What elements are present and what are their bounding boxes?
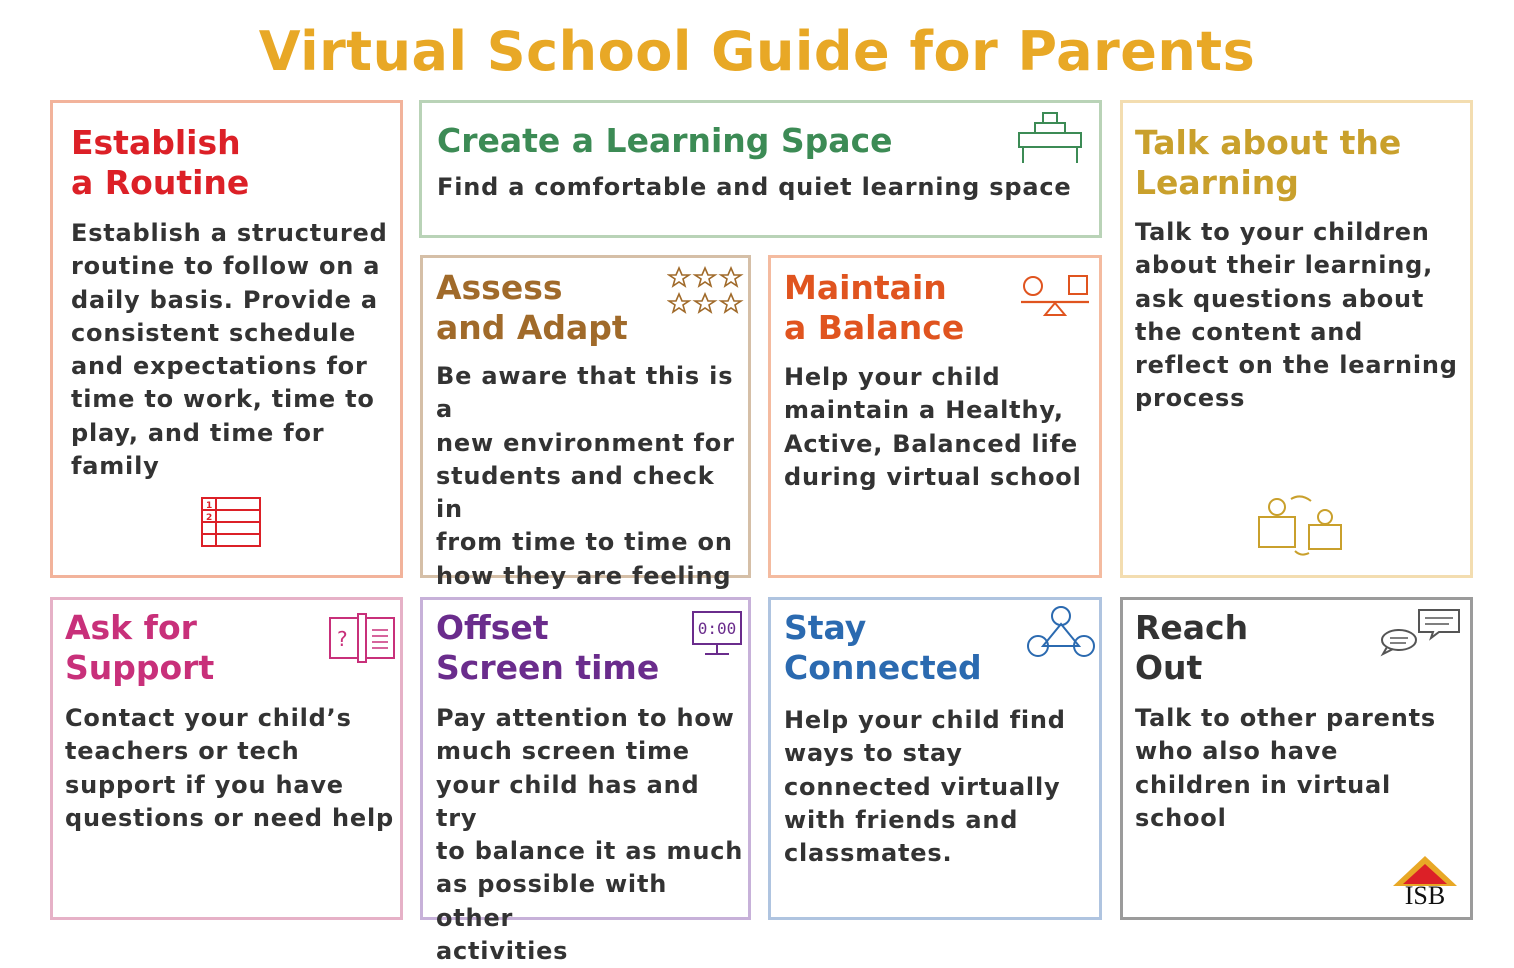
body-line: Contact your child’s [65, 704, 352, 732]
card-assess-adapt [420, 255, 751, 590]
body-line: Active, Balanced life [784, 429, 1078, 458]
body-line: Be aware that this is a [436, 362, 734, 424]
card-title [1135, 608, 1248, 688]
card-title [65, 608, 214, 688]
body-line: daily basis. Provide a [71, 285, 378, 314]
desk-icon [1017, 111, 1083, 167]
body-line: play, and time for family [71, 418, 325, 481]
card-maintain-balance [768, 255, 1102, 578]
card-body [784, 704, 1066, 870]
timer-text: 0:00 [697, 619, 737, 638]
card-title [71, 123, 249, 203]
schedule-list-icon [201, 497, 263, 549]
page-title: Virtual School Guide for Parents [258, 20, 1256, 83]
card-body [71, 217, 400, 483]
card-ask-support [50, 597, 403, 920]
card-body [436, 360, 748, 593]
stars-rating-icon [667, 266, 745, 318]
icon-number-2: 2 [206, 513, 213, 523]
card-title-line-1: Offset [436, 608, 549, 647]
body-line: school [1135, 803, 1227, 832]
card-title-line-1: Ask for [65, 608, 197, 647]
card-title-line-1: Establish [71, 123, 241, 162]
card-title-line-1: Reach [1135, 608, 1249, 647]
card-body [1135, 702, 1436, 835]
question-mark: ? [337, 627, 348, 651]
card-title-line-1: Maintain [784, 268, 947, 307]
card-body [65, 702, 394, 835]
body-line: students and check in [436, 461, 715, 524]
body-line: process [1135, 384, 1246, 413]
card-title-line-2: a Balance [784, 308, 965, 347]
card-body [436, 702, 748, 968]
body-line: much screen time [436, 737, 690, 766]
body-line: and expectations for [71, 352, 368, 381]
body-line: activities [436, 937, 569, 966]
card-title-line-2: Learning [1135, 163, 1299, 202]
card-title-line-1: Assess [436, 268, 563, 307]
body-line: Pay attention to how [436, 704, 735, 732]
balance-scale-icon [1019, 272, 1093, 318]
body-line: teachers or tech [65, 737, 300, 766]
conversation-people-icon [1255, 493, 1345, 559]
body-line: Talk to other parents [1135, 704, 1436, 732]
body-line: time to work, time to [71, 385, 375, 414]
body-line: ask questions about [1135, 284, 1425, 313]
card-title-line-2: a Routine [71, 163, 250, 202]
body-line: who also have [1135, 737, 1339, 766]
network-icon [1025, 604, 1097, 660]
body-line: connected virtually [784, 772, 1061, 801]
card-title-line-1: Talk about the [1135, 123, 1402, 162]
timer-screen-icon [691, 610, 743, 658]
body-line: as possible with other [436, 870, 668, 932]
body-line: about their learning, [1135, 251, 1434, 280]
body-line: children in virtual [1135, 770, 1392, 799]
help-book-icon [328, 610, 396, 666]
body-line: reflect on the learning [1135, 351, 1458, 380]
card-title [436, 268, 628, 348]
card-title-line-2: Out [1135, 648, 1203, 687]
body-line: during virtual school [784, 462, 1082, 491]
card-title [784, 608, 982, 688]
card-title-line-1: Stay [784, 608, 867, 647]
body-line: maintain a Healthy, [784, 396, 1064, 425]
card-title-line-2: and Adapt [436, 308, 628, 347]
card-reach-out [1120, 597, 1473, 920]
card-body [784, 361, 1082, 494]
body-line: classmates. [784, 839, 953, 868]
card-stay-connected [768, 597, 1102, 920]
body-line: to balance it as much [436, 837, 744, 866]
body-line: your child has and try [436, 770, 700, 832]
isb-logo-text: ISB [1404, 881, 1446, 908]
card-title [436, 608, 659, 688]
card-learning-space [419, 100, 1102, 238]
body-line: routine to follow on a [71, 252, 381, 281]
card-title-line-2: Screen time [436, 648, 660, 687]
body-line: questions or need help [65, 803, 394, 832]
body-line: Establish a structured [71, 219, 388, 247]
body-line: with friends and [784, 805, 1019, 834]
body-line: ways to stay [784, 739, 963, 768]
card-title [784, 268, 964, 348]
body-line: new environment for [436, 428, 735, 457]
isb-logo [1387, 854, 1463, 908]
chat-bubbles-icon [1379, 608, 1463, 658]
card-title-line-2: Connected [784, 648, 982, 687]
card-title-line-2: Support [65, 648, 215, 687]
card-offset-screen-time [420, 597, 751, 966]
card-talk-about-learning [1120, 100, 1473, 578]
body-line: from time to time on [436, 528, 733, 557]
card-body [1135, 216, 1458, 416]
body-line: Help your child find [784, 706, 1066, 734]
body-line: Talk to your children [1135, 218, 1430, 246]
body-line: Help your child [784, 363, 1001, 391]
body-line: support if you have [65, 770, 344, 799]
card-body: Find a comfortable and quiet learning space [437, 173, 1072, 201]
icon-number-1: 1 [206, 501, 213, 511]
body-line: the content and [1135, 317, 1364, 346]
card-title: Create a Learning Space [437, 121, 893, 160]
card-title [1135, 123, 1401, 203]
card-establish-routine [50, 100, 403, 578]
body-line: how they are feeling [436, 561, 732, 590]
body-line: consistent schedule [71, 318, 357, 347]
